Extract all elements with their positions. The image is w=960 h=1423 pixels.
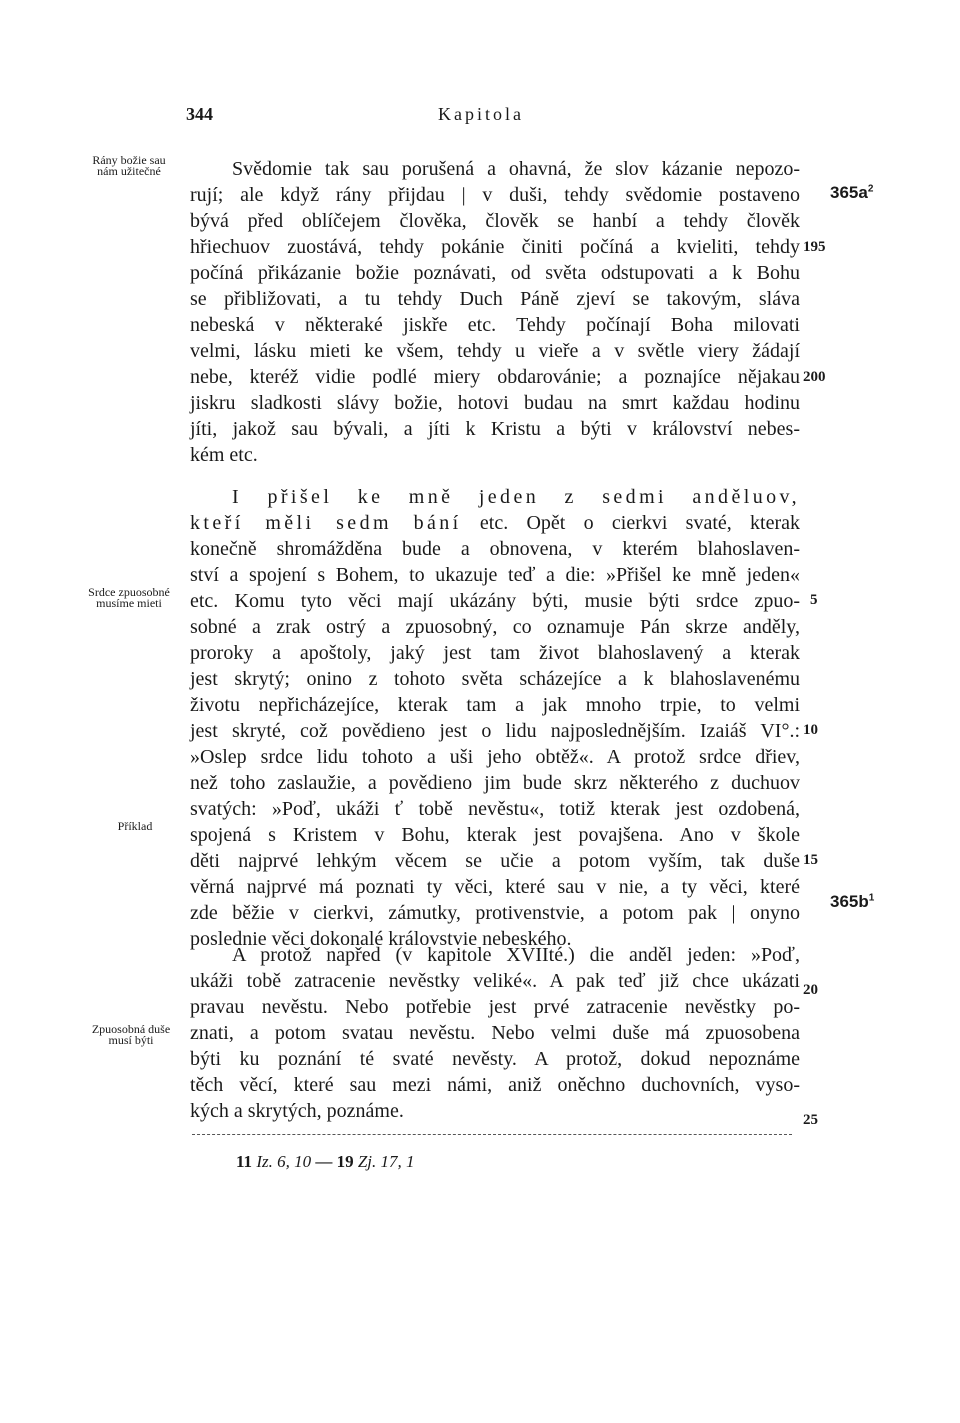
folio-reference <box>830 892 874 912</box>
footnote-rule <box>192 1134 792 1135</box>
text-line: rují; ale když rány přijdau | v duši, tehdy svědomie postaveno <box>190 184 800 206</box>
text-line: nebe, kteréž vidie podlé miery obdarovánie; a poznajíce nějakau <box>190 366 800 388</box>
text-line: etc. Komu tyto věci mají ukázány býti, musie býti srdce zpuo- <box>190 590 800 612</box>
footnote-dash: — <box>315 1152 333 1171</box>
text-line: znati, a potom svatau nevěstu. Nebo velmi duše má zpuosobena <box>190 1022 800 1044</box>
quote-line: kteří měli sedm bání <box>190 512 462 534</box>
text-line: životu nepřicházejíce, kterak tam a jak mnoho trpie, to velmi <box>190 694 800 716</box>
text-line: ství a spojení s Bohem, to ukazuje teď a die: »Přišel ke mně jeden« <box>190 564 800 586</box>
margin-note <box>76 1024 186 1046</box>
margin-note-line: musí býti <box>108 1033 154 1047</box>
margin-note-line: Rány božie sau <box>92 153 166 167</box>
margin-note-line: musíme mieti <box>96 596 162 610</box>
margin-note-line: Příklad <box>117 819 153 833</box>
text-line: poslednie věci dokonalé královstvie nebeského. <box>190 928 572 950</box>
text-line: jíti, jakož sau bývali, a jíti k Kristu a býti v království nebes- <box>190 418 800 440</box>
margin-note-line: Srdce zpuosobné <box>88 585 170 599</box>
text-line: konečně shromážděna bude a obnovena, v kterém blahoslaven- <box>190 538 800 560</box>
text-line: zde běžie v cierkvi, zámutky, protivenstvie, a potom pak | onyno <box>190 902 800 924</box>
footnote-line-number: 19 <box>336 1152 354 1171</box>
line-number: 10 <box>803 722 818 738</box>
text-line: spojená s Kristem v Bohu, kterak jest povajšena. Ano v škole <box>190 824 800 846</box>
margin-note <box>74 587 184 609</box>
text-line: sobné a zrak ostrý a zpuosobný, co oznamuje Pán skrze anděly, <box>190 616 800 638</box>
footnote-reference: Zj. 17, 1 <box>357 1152 415 1171</box>
running-title: Kapitola <box>438 104 524 124</box>
quote-line: I přišel ke mně jeden z sedmi anděluov, <box>232 486 800 508</box>
text-line: než toho zaslaužie, a povědieno jim bude skrz některého z duchuov <box>190 772 800 794</box>
footnote-reference: Iz. 6, 10 <box>256 1152 312 1171</box>
text-line: jest skryté, což povědieno jest o lidu najposlednějším. Izaiáš VI°.: <box>190 720 800 742</box>
text-line: děti najprvé lehkým věcem se učie a potom vyším, tak duše <box>190 850 800 872</box>
text-line: se přibližovati, a tu tehdy Duch Páně zjeví se takovým, sláva <box>190 288 800 310</box>
text-line: proroky a apoštoly, jaký jest tam život blahoslavený a kterak <box>190 642 800 664</box>
margin-note-line: Zpuosobná duše <box>91 1022 171 1036</box>
line-number: 25 <box>803 1112 818 1128</box>
text-line: nebeská v některaké jiskře etc. Tehdy počínají Boha milovati <box>190 314 800 336</box>
text-line: hřiechuov zuostává, tehdy pokánie činiti počíná a kvieliti, tehdy <box>190 236 800 258</box>
line-number: 5 <box>810 592 818 608</box>
text-line: věrná najprvé má poznati ty věci, které sau v nie, a ty věci, které <box>190 876 800 898</box>
folio-sup: 1 <box>868 892 875 904</box>
footnote-line-number: 11 <box>236 1152 253 1171</box>
line-number: 195 <box>803 239 826 255</box>
text-segment: etc. Opět o cierkvi svaté, kterak <box>479 512 800 534</box>
margin-note <box>80 821 190 832</box>
text-line: pravau nevěstu. Nebo potřebie jest prvé zatracenie nevěstky po- <box>190 996 800 1018</box>
text-line: jiskru sladkosti slávy božie, hotovi budau na smrt každau hodinu <box>190 392 800 414</box>
folio-main: 365b <box>830 892 869 911</box>
folio-reference <box>830 183 873 203</box>
text-line: počíná přikázanie božie poznávati, od světa odstupovati a k Bohu <box>190 262 800 284</box>
text-line: kém etc. <box>190 444 258 466</box>
folio-main: 365a <box>830 183 868 202</box>
text-line: kých a skrytých, poznáme. <box>190 1100 404 1122</box>
text-line: velmi, lásku mieti ke všem, tehdy u vieře a v světle viery žádají <box>190 340 800 362</box>
text-line: jest skrytý; onino z tohoto světa scházejíce a k blahoslavenému <box>190 668 800 690</box>
line-number: 15 <box>803 852 818 868</box>
margin-note <box>74 155 184 177</box>
text-line: ukáži tobě zatracenie nevěstky veliké«. A pak teď již chce ukázati <box>190 970 800 992</box>
text-line: »Oslep srdce lidu tohoto a uši jeho obtěž«. A protož srdce dřiev, <box>190 746 800 768</box>
page-number: 344 <box>186 104 213 124</box>
line-number: 20 <box>803 982 818 998</box>
line-number: 200 <box>803 369 826 385</box>
folio-sup: 2 <box>867 183 874 195</box>
text-line: Svědomie tak sau porušená a ohavná, že slov kázanie nepozo- <box>232 158 800 180</box>
text-line: těch věcí, které sau mezi námi, aniž oněchno duchovních, vyso- <box>190 1074 800 1096</box>
footnote <box>236 1152 415 1172</box>
text-line: A protož napřed (v kapitole XVIIté.) die anděl jeden: »Poď, <box>232 944 800 966</box>
margin-note-line: nám užitečné <box>97 164 161 178</box>
text-line: bývá před oblíčejem člověka, člověk se hanbí a tehdy člověk <box>190 210 800 232</box>
paragraph-2 <box>190 484 800 952</box>
paragraph-1 <box>190 156 800 468</box>
text-line: býti ku poznání té svaté nevěsty. A protož, dokud nepoznáme <box>190 1048 800 1070</box>
text-line <box>190 510 800 536</box>
text-line: svatých: »Poď, ukáži ť tobě nevěstu«, totiž kterak jest ozdobená, <box>190 798 800 820</box>
paragraph-3 <box>190 942 800 1124</box>
